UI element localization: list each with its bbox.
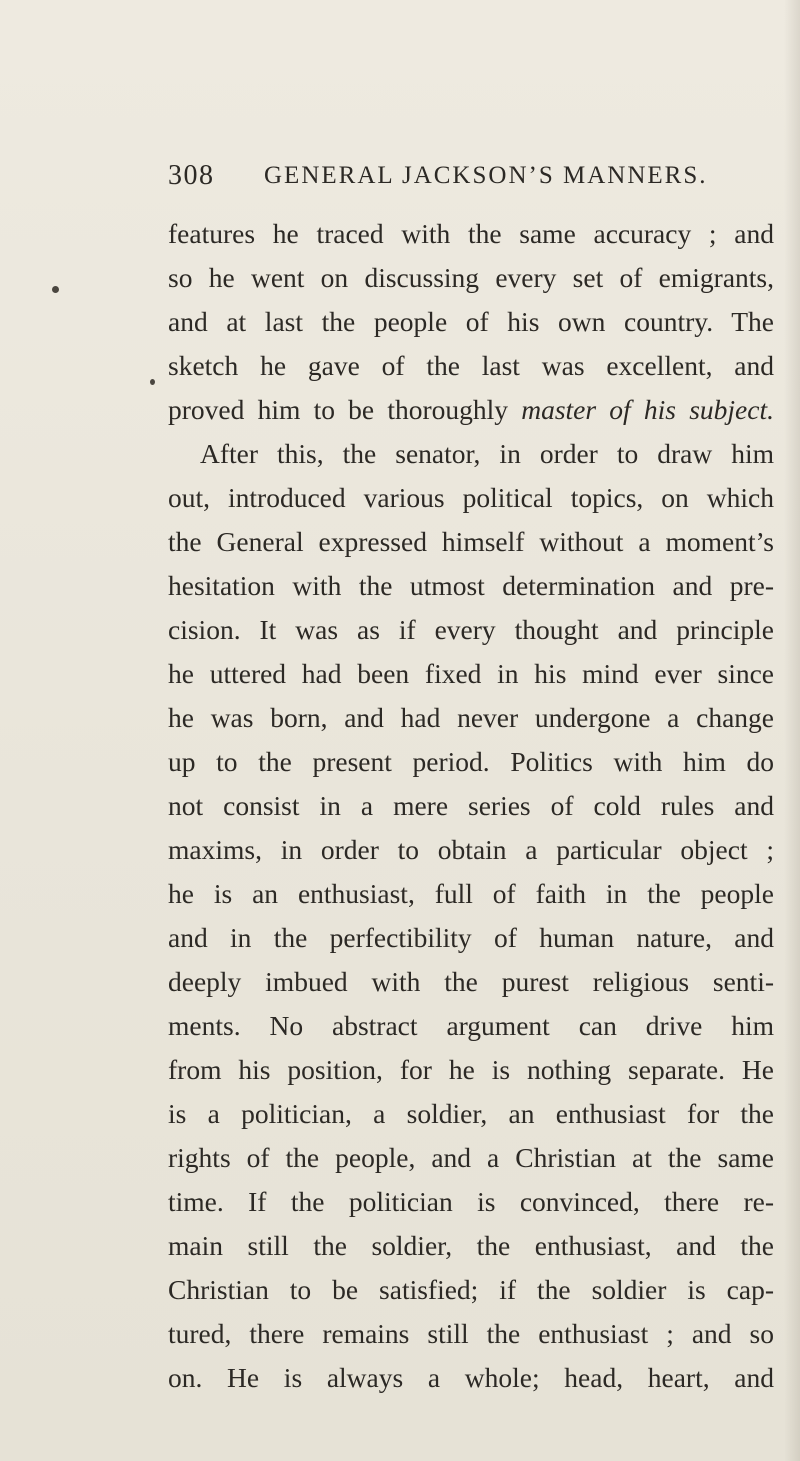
text-line: main still the soldier, the enthusiast, and the xyxy=(168,1230,774,1261)
text-line: proved him to be thoroughly master of his subject. xyxy=(168,394,774,425)
text-line: he uttered had been fixed in his mind ever since xyxy=(168,658,774,689)
ink-speck xyxy=(52,286,59,293)
text-line: features he traced with the same accuracy ; and xyxy=(168,218,774,249)
italic-phrase: master of his subject. xyxy=(521,394,774,425)
text-line: is a politician, a soldier, an enthusiast for the xyxy=(168,1098,774,1129)
text-line: not consist in a mere series of cold rules and xyxy=(168,790,774,821)
text-line: ments. No abstract argument can drive him xyxy=(168,1010,774,1041)
page-number: 308 xyxy=(168,160,215,191)
text-line: deeply imbued with the purest religious senti- xyxy=(168,966,774,997)
text-line: Christian to be satisfied; if the soldier is cap- xyxy=(168,1274,774,1305)
text-line: so he went on discussing every set of emigrants, xyxy=(168,262,774,293)
text-line: from his position, for he is nothing separate. He xyxy=(168,1054,774,1085)
text-line: rights of the people, and a Christian at the same xyxy=(168,1142,774,1173)
text-line: out, introduced various political topics, on which xyxy=(168,482,774,513)
text-line: tured, there remains still the enthusiast ; and so xyxy=(168,1318,774,1349)
text-line: up to the present period. Politics with him do xyxy=(168,746,774,777)
text-line: time. If the politician is convinced, there re- xyxy=(168,1186,774,1217)
text-line: cision. It was as if every thought and principle xyxy=(168,614,774,645)
text-line: and in the perfectibility of human nature, and xyxy=(168,922,774,953)
text-line: hesitation with the utmost determination and pre- xyxy=(168,570,774,601)
page-edge-shadow xyxy=(784,0,800,1461)
text-line: sketch he gave of the last was excellent, and xyxy=(168,350,774,381)
text-line: the General expressed himself without a moment’s xyxy=(168,526,774,557)
text-line: After this, the senator, in order to draw him xyxy=(200,438,774,469)
text-line: on. He is always a whole; head, heart, and xyxy=(168,1362,774,1393)
text-line: maxims, in order to obtain a particular object ; xyxy=(168,834,774,865)
page-header xyxy=(168,160,728,200)
ink-speck xyxy=(150,379,155,385)
running-title: GENERAL JACKSON’S MANNERS. xyxy=(264,162,708,189)
text-line: he was born, and had never undergone a change xyxy=(168,702,774,733)
text-line: he is an enthusiast, full of faith in the people xyxy=(168,878,774,909)
text-line: and at last the people of his own country. The xyxy=(168,306,774,337)
